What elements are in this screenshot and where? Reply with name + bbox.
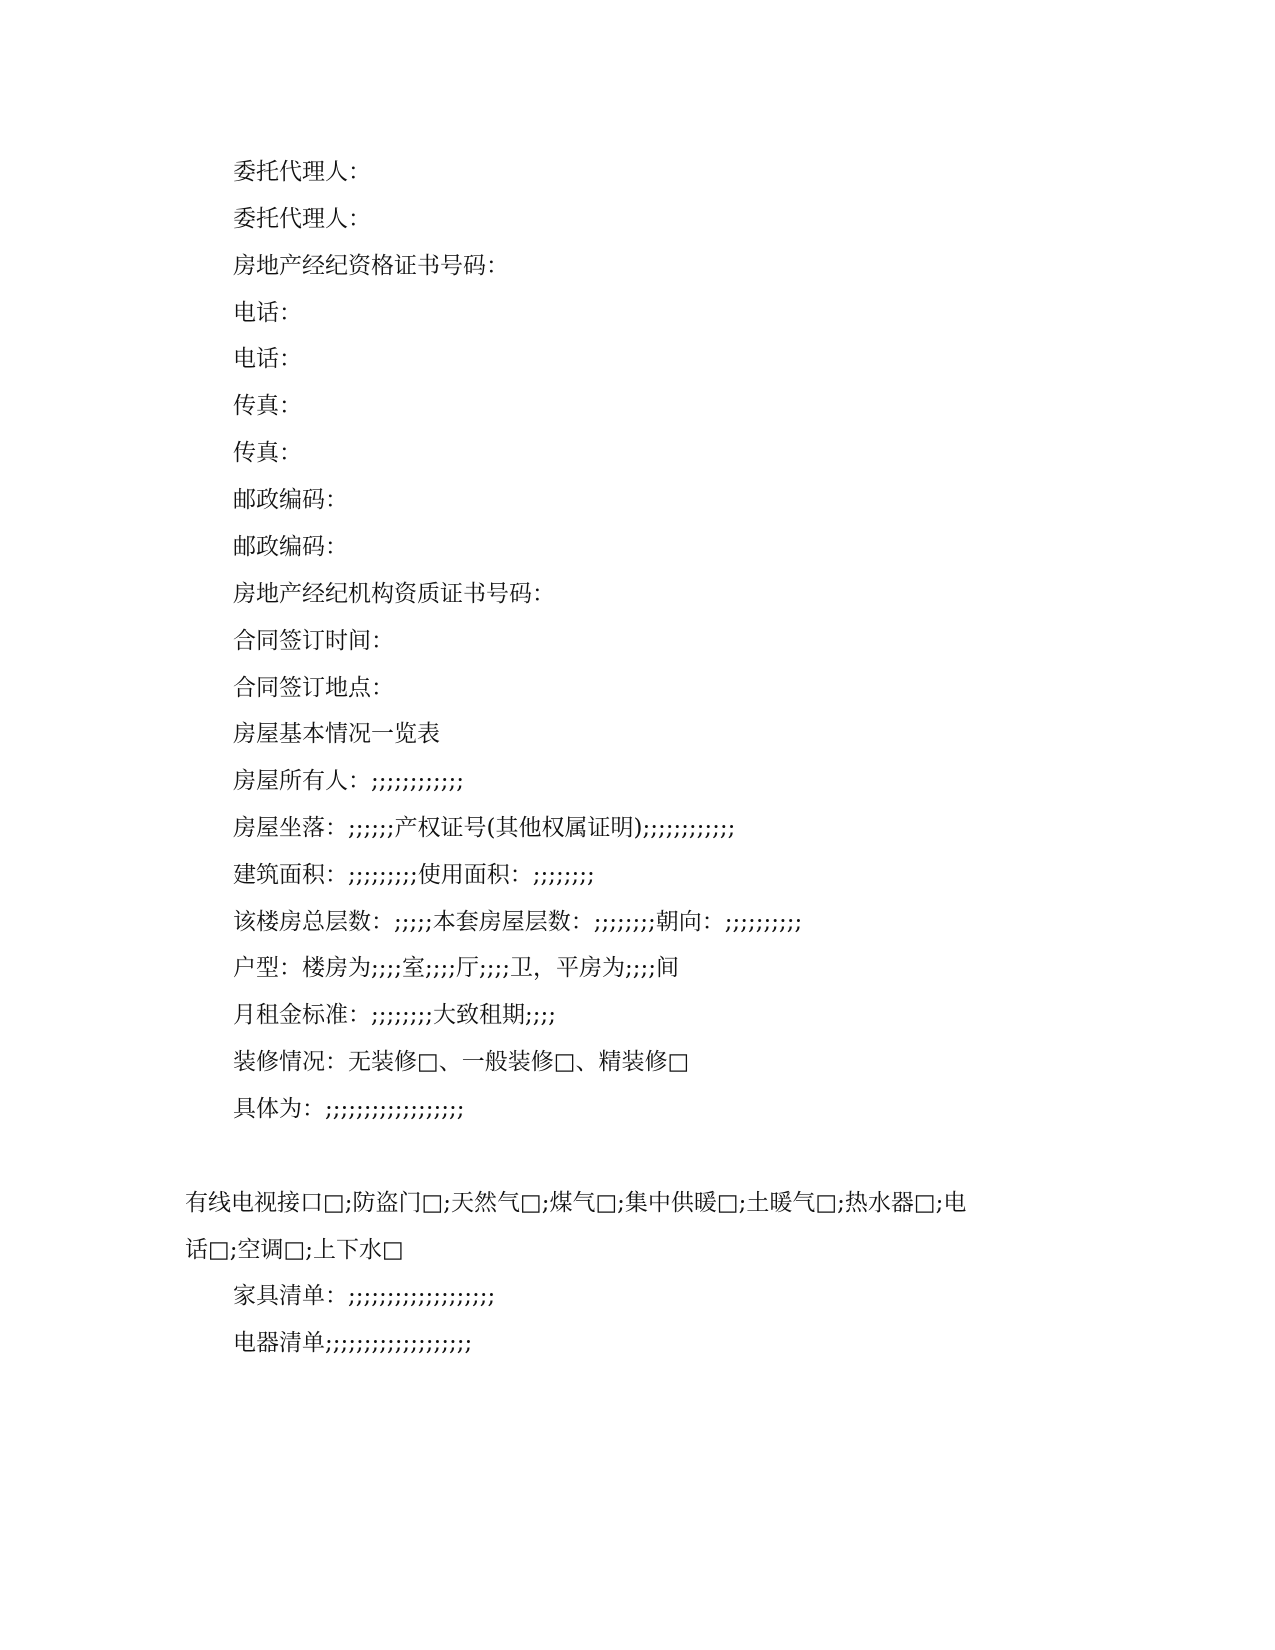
contract-date-label: 合同签订时间： [233,628,394,654]
phone-2-label: 电话： [233,346,302,372]
agent-1-label: 委托代理人： [233,159,371,185]
house-location-line: 房屋坐落：;;;;;;产权证号(其他权属证明);;;;;;;;;;;; [233,815,736,841]
layout-line: 户型：楼房为;;;;室;;;;厅;;;;卫，平房为;;;;间 [233,955,679,981]
house-overview-heading: 房屋基本情况一览表 [233,721,440,747]
postcode-1-label: 邮政编码： [233,487,348,513]
contract-place-label: 合同签订地点： [233,675,394,701]
house-owner-line: 房屋所有人：;;;;;;;;;;;; [233,768,464,794]
fax-2-label: 传真： [233,440,302,466]
rent-line: 月租金标准：;;;;;;;;大致租期;;;; [233,1002,556,1028]
floors-line: 该楼房总层数：;;;;;本套房屋层数：;;;;;;;;朝向：;;;;;;;;;; [233,909,803,935]
phone-1-label: 电话： [233,300,302,326]
furniture-list-line: 家具清单：;;;;;;;;;;;;;;;;;;; [233,1283,496,1309]
appliance-list-line: 电器清单;;;;;;;;;;;;;;;;;;; [233,1330,473,1356]
broker-qualification-label: 房地产经纪资格证书号码： [233,253,509,279]
facilities-line-2: 话□;空调□;上下水□ [185,1237,404,1263]
fax-1-label: 传真： [233,393,302,419]
details-line: 具体为：;;;;;;;;;;;;;;;;;; [233,1096,465,1122]
agency-qualification-label: 房地产经纪机构资质证书号码： [233,581,555,607]
area-line: 建筑面积：;;;;;;;;;使用面积：;;;;;;;; [233,862,595,888]
postcode-2-label: 邮政编码： [233,534,348,560]
agent-2-label: 委托代理人： [233,206,371,232]
decoration-line: 装修情况：无装修□、一般装修□、精装修□ [233,1049,690,1075]
facilities-line-1: 有线电视接口□;防盗门□;天然气□;煤气□;集中供暖□;土暖气□;热水器□;电 [185,1190,967,1216]
